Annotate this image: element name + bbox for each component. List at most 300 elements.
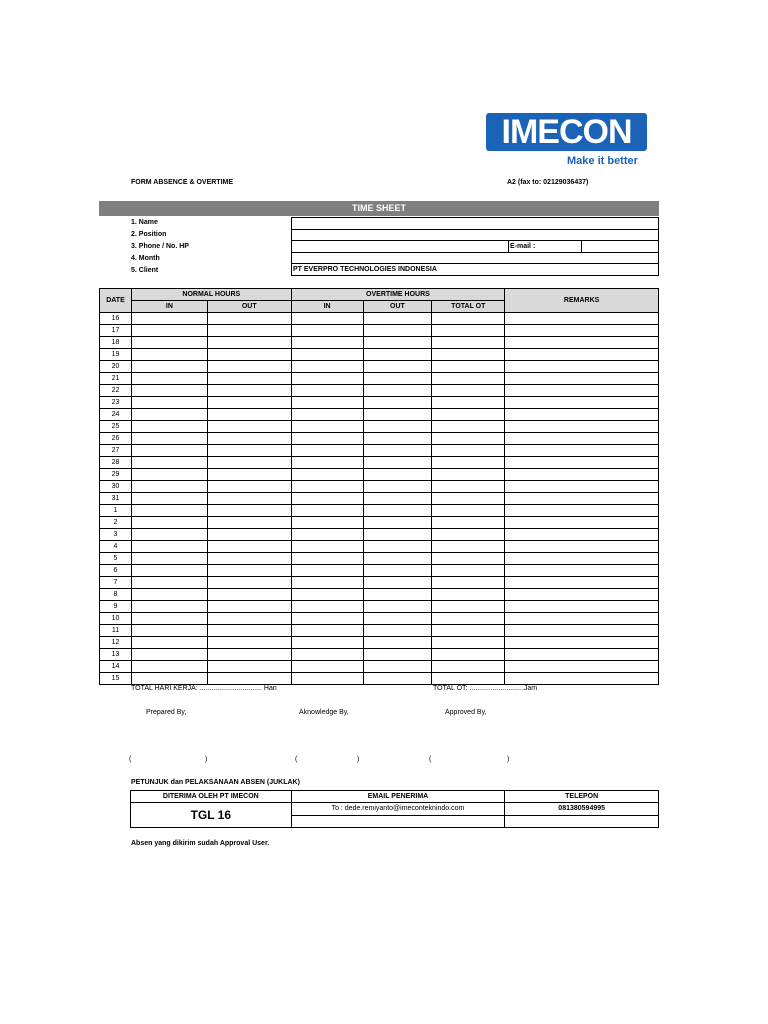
overtime-in-cell[interactable] bbox=[291, 409, 363, 421]
total-ot-cell[interactable] bbox=[432, 409, 505, 421]
remarks-cell[interactable] bbox=[505, 649, 659, 661]
overtime-in-cell[interactable] bbox=[291, 457, 363, 469]
total-ot-cell[interactable] bbox=[432, 661, 505, 673]
table-row bbox=[100, 637, 659, 649]
field-label-month: 4. Month bbox=[131, 255, 160, 262]
remarks-cell[interactable] bbox=[505, 577, 659, 589]
overtime-in-cell[interactable] bbox=[291, 361, 363, 373]
normal-in-cell[interactable] bbox=[131, 325, 207, 337]
date-cell: 15 bbox=[100, 673, 132, 685]
overtime-out-cell[interactable] bbox=[363, 529, 432, 541]
date-cell: 30 bbox=[100, 481, 132, 493]
email-label: E-mail : bbox=[509, 241, 582, 252]
overtime-in-cell[interactable] bbox=[291, 493, 363, 505]
table-row bbox=[100, 661, 659, 673]
total-ot-cell[interactable] bbox=[432, 481, 505, 493]
remarks-cell[interactable] bbox=[505, 529, 659, 541]
overtime-in-cell[interactable] bbox=[291, 661, 363, 673]
juklak-phone-value: 081380594995 bbox=[505, 803, 659, 816]
overtime-in-cell[interactable] bbox=[291, 565, 363, 577]
normal-in-cell[interactable] bbox=[131, 505, 207, 517]
position-field[interactable] bbox=[292, 229, 659, 241]
normal-out-cell[interactable] bbox=[207, 493, 291, 505]
total-ot-cell[interactable] bbox=[432, 565, 505, 577]
total-ot-cell[interactable] bbox=[432, 673, 505, 685]
overtime-out-cell[interactable] bbox=[363, 625, 432, 637]
normal-out-cell[interactable] bbox=[207, 469, 291, 481]
remarks-cell[interactable] bbox=[505, 421, 659, 433]
total-ot-cell[interactable] bbox=[432, 373, 505, 385]
overtime-out-cell[interactable] bbox=[363, 673, 432, 685]
normal-in-cell[interactable] bbox=[131, 433, 207, 445]
date-cell: 6 bbox=[100, 565, 132, 577]
overtime-in-cell[interactable] bbox=[291, 637, 363, 649]
total-ot-cell[interactable] bbox=[432, 613, 505, 625]
remarks-cell[interactable] bbox=[505, 445, 659, 457]
date-cell: 16 bbox=[100, 313, 132, 325]
overtime-in-cell[interactable] bbox=[291, 385, 363, 397]
overtime-in-cell[interactable] bbox=[291, 589, 363, 601]
remarks-cell[interactable] bbox=[505, 397, 659, 409]
remarks-cell[interactable] bbox=[505, 565, 659, 577]
overtime-out-cell[interactable] bbox=[363, 541, 432, 553]
overtime-in-cell[interactable] bbox=[291, 517, 363, 529]
normal-in-cell[interactable] bbox=[131, 313, 207, 325]
normal-in-cell[interactable] bbox=[131, 457, 207, 469]
overtime-out-cell[interactable] bbox=[363, 409, 432, 421]
signature-paren-open-2: ( bbox=[295, 756, 298, 763]
normal-out-cell[interactable] bbox=[207, 373, 291, 385]
overtime-in-cell[interactable] bbox=[291, 601, 363, 613]
normal-in-cell[interactable] bbox=[131, 481, 207, 493]
overtime-out-cell[interactable] bbox=[363, 517, 432, 529]
table-row bbox=[100, 613, 659, 625]
total-ot-cell[interactable] bbox=[432, 325, 505, 337]
normal-in-cell[interactable] bbox=[131, 409, 207, 421]
overtime-in-cell[interactable] bbox=[291, 481, 363, 493]
date-cell: 19 bbox=[100, 349, 132, 361]
remarks-cell[interactable] bbox=[505, 505, 659, 517]
date-cell: 25 bbox=[100, 421, 132, 433]
overtime-in-cell[interactable] bbox=[291, 397, 363, 409]
normal-out-cell[interactable] bbox=[207, 529, 291, 541]
overtime-out-cell[interactable] bbox=[363, 661, 432, 673]
remarks-cell[interactable] bbox=[505, 589, 659, 601]
table-row bbox=[100, 349, 659, 361]
normal-in-cell[interactable] bbox=[131, 565, 207, 577]
remarks-cell[interactable] bbox=[505, 361, 659, 373]
normal-out-cell[interactable] bbox=[207, 385, 291, 397]
normal-in-cell[interactable] bbox=[131, 421, 207, 433]
remarks-cell[interactable] bbox=[505, 661, 659, 673]
overtime-out-cell[interactable] bbox=[363, 481, 432, 493]
date-cell: 8 bbox=[100, 589, 132, 601]
date-cell: 28 bbox=[100, 457, 132, 469]
date-cell: 9 bbox=[100, 601, 132, 613]
table-row bbox=[100, 505, 659, 517]
overtime-out-cell[interactable] bbox=[363, 313, 432, 325]
remarks-cell[interactable] bbox=[505, 541, 659, 553]
normal-out-cell[interactable] bbox=[207, 517, 291, 529]
total-ot-header: TOTAL OT bbox=[432, 301, 505, 313]
normal-in-cell[interactable] bbox=[131, 625, 207, 637]
normal-in-cell[interactable] bbox=[131, 469, 207, 481]
total-ot-cell[interactable] bbox=[432, 649, 505, 661]
table-row bbox=[100, 457, 659, 469]
overtime-in-cell[interactable] bbox=[291, 541, 363, 553]
normal-hours-header: NORMAL HOURS bbox=[131, 289, 291, 301]
month-field[interactable] bbox=[292, 252, 659, 264]
signature-paren-open-1: ( bbox=[129, 756, 132, 763]
acknowledge-by-label: Aknowledge By, bbox=[299, 709, 349, 716]
table-row bbox=[100, 493, 659, 505]
table-row bbox=[100, 373, 659, 385]
phone-field[interactable] bbox=[292, 241, 509, 253]
normal-out-cell[interactable] bbox=[207, 577, 291, 589]
normal-out-cell[interactable] bbox=[207, 325, 291, 337]
remarks-cell[interactable] bbox=[505, 373, 659, 385]
total-work-days: TOTAL HARI KERJA: ................................ Hari bbox=[131, 685, 277, 692]
table-row bbox=[100, 397, 659, 409]
overtime-out-cell[interactable] bbox=[363, 565, 432, 577]
table-row bbox=[100, 445, 659, 457]
total-ot-cell[interactable] bbox=[432, 517, 505, 529]
normal-out-cell[interactable] bbox=[207, 481, 291, 493]
table-row bbox=[100, 517, 659, 529]
date-cell: 20 bbox=[100, 361, 132, 373]
juklak-tgl: TGL 16 bbox=[131, 803, 292, 828]
signature-paren-close-1: ) bbox=[205, 756, 208, 763]
total-ot-cell[interactable] bbox=[432, 637, 505, 649]
normal-out-cell[interactable] bbox=[207, 349, 291, 361]
overtime-in-cell[interactable] bbox=[291, 445, 363, 457]
table-row bbox=[100, 589, 659, 601]
email-cell bbox=[509, 241, 659, 253]
overtime-out-cell[interactable] bbox=[363, 601, 432, 613]
total-ot-cell[interactable] bbox=[432, 589, 505, 601]
overtime-out-cell[interactable] bbox=[363, 433, 432, 445]
overtime-out-cell[interactable] bbox=[363, 589, 432, 601]
normal-in-cell[interactable] bbox=[131, 529, 207, 541]
normal-out-cell[interactable] bbox=[207, 361, 291, 373]
table-row bbox=[100, 313, 659, 325]
total-ot: TOTAL OT: ............................Jam bbox=[433, 685, 538, 692]
date-cell: 12 bbox=[100, 637, 132, 649]
normal-in-cell[interactable] bbox=[131, 601, 207, 613]
date-cell: 31 bbox=[100, 493, 132, 505]
date-cell: 2 bbox=[100, 517, 132, 529]
date-cell: 3 bbox=[100, 529, 132, 541]
normal-out-cell[interactable] bbox=[207, 409, 291, 421]
overtime-out-cell[interactable] bbox=[363, 577, 432, 589]
normal-in-cell[interactable] bbox=[131, 553, 207, 565]
table-row bbox=[100, 421, 659, 433]
juklak-email-value: To : dede.remiyanto@imeconteknindo.com bbox=[291, 803, 505, 816]
table-row bbox=[100, 625, 659, 637]
field-label-position: 2. Position bbox=[131, 231, 167, 238]
table-row bbox=[100, 469, 659, 481]
table-row bbox=[100, 673, 659, 685]
normal-in-cell[interactable] bbox=[131, 517, 207, 529]
normal-in-cell[interactable] bbox=[131, 541, 207, 553]
date-cell: 18 bbox=[100, 337, 132, 349]
normal-out-cell[interactable] bbox=[207, 589, 291, 601]
overtime-in-cell[interactable] bbox=[291, 433, 363, 445]
normal-out-cell[interactable] bbox=[207, 601, 291, 613]
field-label-phone: 3. Phone / No. HP bbox=[131, 243, 189, 250]
date-cell: 22 bbox=[100, 385, 132, 397]
overtime-out-cell[interactable] bbox=[363, 649, 432, 661]
form-title: FORM ABSENCE & OVERTIME bbox=[131, 179, 234, 186]
date-cell: 1 bbox=[100, 505, 132, 517]
remarks-cell[interactable] bbox=[505, 469, 659, 481]
overtime-out-cell[interactable] bbox=[363, 613, 432, 625]
normal-out-cell[interactable] bbox=[207, 313, 291, 325]
date-cell: 29 bbox=[100, 469, 132, 481]
table-row bbox=[100, 409, 659, 421]
normal-out-cell[interactable] bbox=[207, 457, 291, 469]
remarks-cell[interactable] bbox=[505, 349, 659, 361]
juklak-col-email: EMAIL PENERIMA bbox=[291, 791, 505, 803]
normal-out-cell[interactable] bbox=[207, 433, 291, 445]
logo-tagline: Make it better bbox=[567, 155, 638, 167]
date-cell: 11 bbox=[100, 625, 132, 637]
date-header: DATE bbox=[100, 289, 132, 313]
remarks-cell[interactable] bbox=[505, 409, 659, 421]
normal-out-cell[interactable] bbox=[207, 625, 291, 637]
overtime-out-cell[interactable] bbox=[363, 553, 432, 565]
normal-in-cell[interactable] bbox=[131, 613, 207, 625]
signature-paren-open-3: ( bbox=[429, 756, 432, 763]
overtime-in-cell[interactable] bbox=[291, 649, 363, 661]
remarks-cell[interactable] bbox=[505, 613, 659, 625]
remarks-cell[interactable] bbox=[505, 637, 659, 649]
table-row bbox=[100, 577, 659, 589]
field-label-name: 1. Name bbox=[131, 219, 158, 226]
overtime-out-cell[interactable] bbox=[363, 337, 432, 349]
overtime-out-cell[interactable] bbox=[363, 361, 432, 373]
overtime-in-cell[interactable] bbox=[291, 373, 363, 385]
total-ot-cell[interactable] bbox=[432, 421, 505, 433]
signature-paren-close-3: ) bbox=[507, 756, 510, 763]
overtime-out-cell[interactable] bbox=[363, 325, 432, 337]
signature-paren-close-2: ) bbox=[357, 756, 360, 763]
overtime-in-cell[interactable] bbox=[291, 313, 363, 325]
normal-in-cell[interactable] bbox=[131, 445, 207, 457]
table-row bbox=[100, 337, 659, 349]
remarks-cell[interactable] bbox=[505, 601, 659, 613]
remarks-cell[interactable] bbox=[505, 457, 659, 469]
remarks-cell[interactable] bbox=[505, 313, 659, 325]
normal-in-cell[interactable] bbox=[131, 361, 207, 373]
normal-out-cell[interactable] bbox=[207, 553, 291, 565]
overtime-out-cell[interactable] bbox=[363, 505, 432, 517]
footer-note: Absen yang dikirim sudah Approval User. bbox=[131, 840, 270, 847]
overtime-in-cell[interactable] bbox=[291, 325, 363, 337]
normal-out-cell[interactable] bbox=[207, 565, 291, 577]
normal-out-cell[interactable] bbox=[207, 421, 291, 433]
total-ot-cell[interactable] bbox=[432, 469, 505, 481]
date-cell: 13 bbox=[100, 649, 132, 661]
total-ot-cell[interactable] bbox=[432, 433, 505, 445]
overtime-in-header: IN bbox=[291, 301, 363, 313]
overtime-hours-header: OVERTIME HOURS bbox=[291, 289, 505, 301]
normal-out-cell[interactable] bbox=[207, 637, 291, 649]
juklak-col-phone: TELEPON bbox=[505, 791, 659, 803]
remarks-cell[interactable] bbox=[505, 337, 659, 349]
overtime-in-cell[interactable] bbox=[291, 349, 363, 361]
juklak-table bbox=[130, 790, 659, 828]
field-label-client: 5. Client bbox=[131, 267, 159, 274]
juklak-empty-email bbox=[291, 815, 505, 828]
total-ot-cell[interactable] bbox=[432, 457, 505, 469]
normal-out-cell[interactable] bbox=[207, 673, 291, 685]
normal-out-cell[interactable] bbox=[207, 505, 291, 517]
overtime-in-cell[interactable] bbox=[291, 529, 363, 541]
juklak-empty-phone bbox=[505, 815, 659, 828]
normal-out-cell[interactable] bbox=[207, 541, 291, 553]
total-ot-cell[interactable] bbox=[432, 493, 505, 505]
total-ot-cell[interactable] bbox=[432, 553, 505, 565]
personal-info-grid bbox=[291, 217, 659, 276]
table-row bbox=[100, 553, 659, 565]
overtime-out-cell[interactable] bbox=[363, 397, 432, 409]
remarks-cell[interactable] bbox=[505, 433, 659, 445]
date-cell: 26 bbox=[100, 433, 132, 445]
total-ot-cell[interactable] bbox=[432, 361, 505, 373]
overtime-out-cell[interactable] bbox=[363, 457, 432, 469]
total-ot-cell[interactable] bbox=[432, 577, 505, 589]
table-row bbox=[100, 529, 659, 541]
normal-in-cell[interactable] bbox=[131, 349, 207, 361]
date-cell: 14 bbox=[100, 661, 132, 673]
remarks-cell[interactable] bbox=[505, 481, 659, 493]
overtime-out-cell[interactable] bbox=[363, 445, 432, 457]
remarks-cell[interactable] bbox=[505, 493, 659, 505]
total-ot-cell[interactable] bbox=[432, 541, 505, 553]
remarks-cell[interactable] bbox=[505, 625, 659, 637]
approved-by-label: Approved By, bbox=[445, 709, 487, 716]
normal-in-header: IN bbox=[131, 301, 207, 313]
overtime-in-cell[interactable] bbox=[291, 421, 363, 433]
normal-in-cell[interactable] bbox=[131, 373, 207, 385]
remarks-cell[interactable] bbox=[505, 553, 659, 565]
remarks-cell[interactable] bbox=[505, 325, 659, 337]
overtime-in-cell[interactable] bbox=[291, 469, 363, 481]
table-row bbox=[100, 385, 659, 397]
normal-out-cell[interactable] bbox=[207, 337, 291, 349]
total-ot-cell[interactable] bbox=[432, 601, 505, 613]
date-cell: 17 bbox=[100, 325, 132, 337]
total-ot-cell[interactable] bbox=[432, 445, 505, 457]
normal-in-cell[interactable] bbox=[131, 397, 207, 409]
timesheet-body bbox=[100, 313, 659, 685]
normal-out-header: OUT bbox=[207, 301, 291, 313]
normal-in-cell[interactable] bbox=[131, 385, 207, 397]
total-ot-cell[interactable] bbox=[432, 313, 505, 325]
overtime-in-cell[interactable] bbox=[291, 505, 363, 517]
normal-in-cell[interactable] bbox=[131, 673, 207, 685]
date-cell: 24 bbox=[100, 409, 132, 421]
overtime-out-cell[interactable] bbox=[363, 637, 432, 649]
date-cell: 23 bbox=[100, 397, 132, 409]
remarks-cell[interactable] bbox=[505, 517, 659, 529]
time-sheet-banner: TIME SHEET bbox=[99, 201, 659, 216]
overtime-out-cell[interactable] bbox=[363, 385, 432, 397]
total-ot-cell[interactable] bbox=[432, 349, 505, 361]
email-field[interactable] bbox=[582, 241, 659, 252]
prepared-by-label: Prepared By, bbox=[146, 709, 187, 716]
date-cell: 7 bbox=[100, 577, 132, 589]
total-ot-cell[interactable] bbox=[432, 337, 505, 349]
overtime-out-cell[interactable] bbox=[363, 373, 432, 385]
total-ot-cell[interactable] bbox=[432, 385, 505, 397]
table-row bbox=[100, 325, 659, 337]
timesheet-table bbox=[99, 288, 659, 685]
client-field[interactable]: PT EVERPRO TECHNOLOGIES INDONESIA bbox=[292, 264, 659, 276]
table-row bbox=[100, 565, 659, 577]
total-ot-cell[interactable] bbox=[432, 505, 505, 517]
normal-in-cell[interactable] bbox=[131, 649, 207, 661]
table-row bbox=[100, 481, 659, 493]
remarks-cell[interactable] bbox=[505, 385, 659, 397]
total-ot-cell[interactable] bbox=[432, 625, 505, 637]
date-cell: 10 bbox=[100, 613, 132, 625]
table-row bbox=[100, 361, 659, 373]
normal-in-cell[interactable] bbox=[131, 661, 207, 673]
normal-out-cell[interactable] bbox=[207, 397, 291, 409]
date-cell: 5 bbox=[100, 553, 132, 565]
juklak-title: PETUNJUK dan PELAKSANAAN ABSEN (JUKLAK) bbox=[131, 779, 300, 786]
remarks-header: REMARKS bbox=[505, 289, 659, 313]
overtime-out-cell[interactable] bbox=[363, 469, 432, 481]
normal-out-cell[interactable] bbox=[207, 649, 291, 661]
imecon-logo: IMECON bbox=[486, 113, 647, 151]
normal-out-cell[interactable] bbox=[207, 661, 291, 673]
overtime-in-cell[interactable] bbox=[291, 613, 363, 625]
table-row bbox=[100, 601, 659, 613]
juklak-col-received: DITERIMA OLEH PT IMECON bbox=[131, 791, 292, 803]
overtime-in-cell[interactable] bbox=[291, 577, 363, 589]
table-row bbox=[100, 433, 659, 445]
date-cell: 4 bbox=[100, 541, 132, 553]
normal-out-cell[interactable] bbox=[207, 445, 291, 457]
overtime-out-cell[interactable] bbox=[363, 493, 432, 505]
normal-in-cell[interactable] bbox=[131, 637, 207, 649]
normal-in-cell[interactable] bbox=[131, 577, 207, 589]
date-cell: 21 bbox=[100, 373, 132, 385]
date-cell: 27 bbox=[100, 445, 132, 457]
overtime-in-cell[interactable] bbox=[291, 553, 363, 565]
normal-in-cell[interactable] bbox=[131, 589, 207, 601]
table-row bbox=[100, 649, 659, 661]
overtime-out-cell[interactable] bbox=[363, 349, 432, 361]
remarks-cell[interactable] bbox=[505, 673, 659, 685]
fax-note: A2 (fax to: 02129036437) bbox=[507, 179, 589, 186]
table-row bbox=[100, 541, 659, 553]
overtime-out-header: OUT bbox=[363, 301, 432, 313]
total-ot-cell[interactable] bbox=[432, 397, 505, 409]
normal-in-cell[interactable] bbox=[131, 337, 207, 349]
total-ot-cell[interactable] bbox=[432, 529, 505, 541]
overtime-in-cell[interactable] bbox=[291, 337, 363, 349]
overtime-out-cell[interactable] bbox=[363, 421, 432, 433]
normal-out-cell[interactable] bbox=[207, 613, 291, 625]
overtime-in-cell[interactable] bbox=[291, 673, 363, 685]
name-field[interactable] bbox=[292, 218, 659, 230]
overtime-in-cell[interactable] bbox=[291, 625, 363, 637]
normal-in-cell[interactable] bbox=[131, 493, 207, 505]
